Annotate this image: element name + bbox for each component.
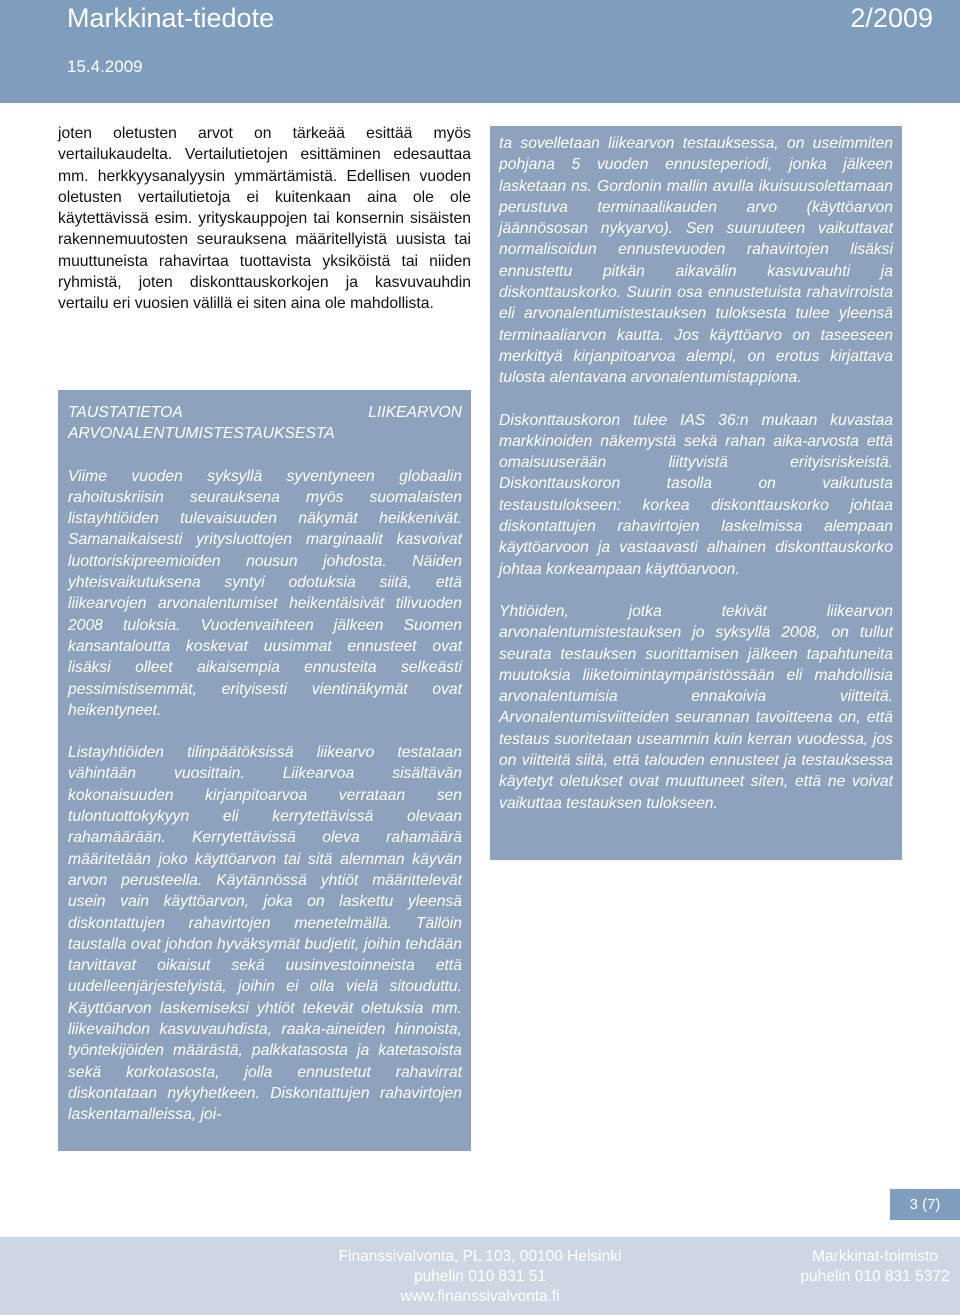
box-paragraph: Yhtiöiden, jotka tekivät liikearvon arvonalentumistestauksen jo syksyllä 2008, on tullut seurata testauksen suorittamisen jälkeen tapahtuneita muutoksia liiketoimintaympäristössään eli mahdollisia arvonalentumisia ennakoivia viitteitä. Arvonalentumisviitteiden seurannan tavoitteena on, että testaus suoritetaan useammin kuin kerran vuodessa, jos on viitteitä siitä, että talouden ennusteet ja testauksessa käytetyt oletukset ovat muuttuneet siten, että ne voivat vaikuttaa testauksen tulokseen. <box>499 602 893 812</box>
body-text-left: joten oletusten arvot on tärkeää esittää myös vertailukaudelta. Vertailutietojen esittäminen edesauttaa mm. herkkyysanalyysin ymmärtämistä. Edellisen vuoden oletusten vertailutietoja ei kuitenkaan aina ole ole käytettävissä esim. yrityskauppojen tai konsernin sisäisten rakennemuutosten seurauksena määritellyistä uusista tai muuttuneista rahavirtaa tuottavista yksiköistä tai niiden ryhmistä, joten diskonttauskorkojen ja kasvuvauhdin vertailu eri vuosien välillä ei siten aina ole mahdollista. <box>58 125 471 313</box>
footer-department: Markkinat-toimisto <box>812 1248 938 1265</box>
box-paragraph: ta sovelletaan liikearvon testauksessa, on useimmiten pohjana 5 vuoden ennusteperiodi, jonka jälkeen lasketaan ns. Gordonin mallin avulla ikuisuusolettamaan perustuva terminaalikauden arvo (käyttöarvon jäännösosan nykyarvo). Sen suuruuteen vaikuttavat normalisoidun ennustevuoden rahavirtojen lisäksi ennustettu pitkän aikavälin kasvuvauhti ja diskonttauskorko. Suurin osa ennustetuista rahavirroista eli arvonalentumistestauksen tuloksesta tulee yleensä terminaaliarvon kautta. Jos käyttöarvo on taseeseen merkittyä kirjanpitoarvoa alempi, on erotus kirjattava tulosta alentavana arvonalentumistappiona. <box>499 135 893 387</box>
page-number: 3 (7) <box>890 1189 960 1220</box>
page-footer <box>0 1237 960 1315</box>
footer-contact-main <box>330 1247 630 1307</box>
box-heading: TAUSTATIETOA LIIKEARVON ARVONALENTUMISTESTAUKSESTA <box>68 404 462 443</box>
footer-phone: puhelin 010 831 51 <box>414 1268 546 1285</box>
background-info-box-right <box>490 126 902 860</box>
footer-contact-department <box>790 1247 960 1287</box>
page-header <box>0 0 960 103</box>
publication-date: 15.4.2009 <box>67 57 143 76</box>
footer-address: Finanssivalvonta, PL 103, 00100 Helsinki <box>338 1248 622 1265</box>
box-paragraph: Viime vuoden syksyllä syventyneen globaalin rahoituskriisin seurauksena myös suomalaisten listayhtiöiden tulevaisuuden näkymät heikkenivät. Samanaikaisesti yritysluottojen marginaalit kasvoivat luottoriskipreemioiden nousun johdosta. Näiden yhteisvaikutuksena syntyi odotuksia siitä, että liikearvojen arvonalentumiset heikentäisivät tilivuoden 2008 tuloksia. Vuodenvaihteen jälkeen Suomen kansantaloutta koskevat uusimmat ennusteet ovat lisäksi olleet aikaisempia ennusteita selkeästi pessimistisemmät, erityisesti vientinäkymät ovat heikentyneet. <box>68 467 462 719</box>
box-paragraph: Diskonttauskoron tulee IAS 36:n mukaan kuvastaa markkinoiden näkemystä sekä rahan aika-arvosta että omaisuuserään liittyvistä erityisriskeistä. Diskonttauskoron tasolla on vaikutusta testaustulokseen: korkea diskonttauskorko johtaa diskontattujen rahavirtojen laskelmissa alempaan käyttöarvoon ja vastaavasti alhainen diskonttauskorko johtaa korkeampaan käyttöarvoon. <box>499 411 893 578</box>
newsletter-title: Markkinat-tiedote <box>67 3 275 33</box>
background-info-box-left <box>58 390 471 1151</box>
footer-website-link[interactable]: www.finanssivalvonta.fi <box>400 1288 560 1305</box>
issue-number: 2/2009 <box>850 3 933 33</box>
box-paragraph: Listayhtiöiden tilinpäätöksissä liikearvo testataan vähintään vuosittain. Liikearvoa sisältävän kokonaisuuden kirjanpitoarvoa verrataan sen tulontuottokykyyn eli kerrytettävissä olevaan rahamäärään. Kerrytettävissä oleva rahamäärä määritetään joko käyttöarvon tai sitä alemman käyvän arvon perusteella. Käytännössä yhtiöt määrittelevät usein vain käyttöarvon, joka on laskettu yleensä diskontattujen rahavirtojen menetelmällä. Tällöin taustalla ovat johdon hyväksymät budjetit, joihin tehdään tarvittavat oikaisut sekä uusinvestoinneista että uudelleenjärjestelyistä, joihin ei olla vielä sitouduttu. Käyttöarvon laskemiseksi yhtiöt tekevät oletuksia mm. liikevaihdon kasvuvauhdista, raaka-aineiden hinnoista, työntekijöiden määrästä, palkkatasosta ja katetasoista sekä korkotasosta, jolla ennustetut rahavirrat diskontataan nykyhetkeen. Diskontattujen rahavirtojen laskentamalleissa, joi- <box>68 744 462 1124</box>
footer-department-phone: puhelin 010 831 5372 <box>800 1268 950 1285</box>
